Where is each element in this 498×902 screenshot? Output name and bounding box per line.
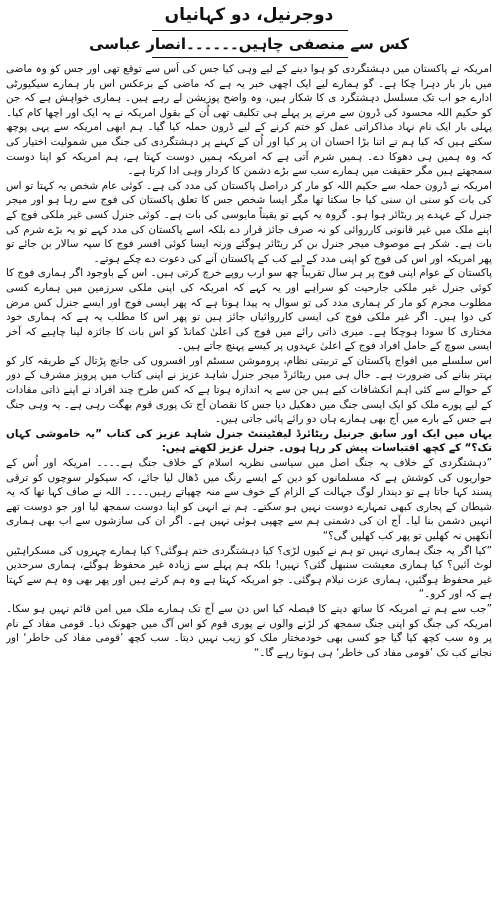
book-quote: ”کیا اگر یہ جنگ ہماری نہیں تو ہم نے کیوں لڑی؟ کیا دہشتگردی ختم ہوگئی؟ کیا ہمارے چہروں کی مسکراہٹیں لوٹ آئیں؟ کیا ہماری معیشت سنبھل گئی؟ نہیں! بلکہ ہم پہلے سے زیادہ غیر محفوظ ہوگئے، ہماری سرحدیں غیر محفوظ ہوگئیں، ہماری عزت نیلام ہوگئی۔ جو امریکہ کہتا ہے وہ ہم کرتے ہیں اور پھر بھی وہ ہم سے کہتا ہے کہ اور کرو۔“ <box>6 544 492 601</box>
quote-intro: یہاں میں ایک اور سابق جرنیل ریٹائرڈ لیفٹیننٹ جنرل شاہد عزیز کی کتاب ”یہ خاموشی کہاں تک؟“ کے کچھ اقتباسات پیش کر رہا ہوں۔ جنرل عزیز لکھتے ہیں: <box>6 427 492 455</box>
article-title: دوجرنیل، دو کہانیاں <box>164 5 334 25</box>
title-divider <box>152 30 348 31</box>
subtitle-divider <box>152 57 348 58</box>
article-subtitle: کس سے منصفی چاہیں۔۔۔۔۔۔انصار عباسی <box>89 35 409 53</box>
book-quote: ”جب سے ہم نے امریکہ کا ساتھ دینے کا فیصلہ کیا اس دن سے آج تک ہمارے ملک میں امن قائم نہیں ہو سکا۔ امریکہ کی جنگ کو اپنی جنگ سمجھ کر لڑنے والوں نے پوری قوم کو اس آگ میں جھونک دیا۔ قومی مفاد کے نام پر وہ سب کچھ کیا گیا جو کسی بھی خودمختار ملک کو زیب نہیں دیتا۔ سب کچھ ’قومی مفاد کی خاطر‘ اور نجانے کب تک ’قومی مفاد کی خاطر‘ ہی ہوتا رہے گا۔“ <box>6 602 492 659</box>
book-quote: ”دہشتگردی کے خلاف یہ جنگ اصل میں سیاسی نظریہ اسلام کے خلاف جنگ ہے۔۔۔۔ امریکہ اور اُس کے حواریوں کی کوشش ہے کہ مسلمانوں کو دین کے ایسے رنگ میں ڈھال لیا جائے، کہ سیکولر سوچوں کو ترقی پسند کہا جاتا ہے تو دیندار لوگ جہالت کے الزام کے خوف سے منہ چھپاتے رہیں۔۔۔۔ اللہ نے صاف کہا تھا کہ یہ شیطان کے پجاری کبھی تمہارے دوست نہیں ہو سکتے۔ ہم نے انہی کو اپنا دوست سمجھ لیا اور جو دوست تھے انہیں دشمن بنا لیا۔ آج ان کی دشمنی ہم سے چھپی ہوئی نہیں ہے۔ اگر ان کی سازشوں سے اب بھی ہماری آنکھیں نہ کھلیں تو پھر کب کھلیں گی؟“ <box>6 457 492 542</box>
paragraph: امریکہ نے ڈرون حملہ سے حکیم اللہ کو مار کر دراصل پاکستان کی مدد کی ہے۔ کوئی عام شخص یہ کہتا تو اس کی بات کو سنی ان سنی کیا جا سکتا تھا مگر ایسا شخص جس کا تعلق پاکستان کی فوج سے رہا ہو اور میجر جنرل کے عہدے پر ریٹائر ہوا ہو۔ گروہ یہ کہے تو یقیناً مایوسی کی بات ہے۔ کوئی جنرل کسی غیر ملکی فوج کے اپنے ملک میں غیر قانونی کارروائی کو نہ صرف جائز قرار دے بلکہ اسے پاکستان کی مدد کہے تو یہ بڑے شرم کی بات ہے۔ شکر ہے موصوف میجر جنرل بن کر ریٹائر ہوگئے ورنہ ایسا کوئی افسر فوج کا سپہ سالار بن جائے تو پھر امریکہ اور اس کی فوج کو اپنی مدد کے لیے کب کے پاکستان آنے کی دعوت دے چکے ہوتے۔ <box>6 179 492 265</box>
article-body <box>6 62 492 898</box>
paragraph: پاکستان کے عوام اپنی فوج پر ہر سال تقریباً چھ سو ارب روپے خرچ کرتی ہیں۔ اس کے باوجود اگر ہماری فوج کا کوئی جنرل غیر ملکی جارحیت کو سراہے اور یہ کہے کہ امریکہ کی اپنی ملکی سرزمین میں ہمارے کسی مطلوب مجرم کو مار کر ہماری مدد کی تو سوال یہ پیدا ہوتا ہے کہ پھر ایسی فوج اور ایسے جنرل کس مرض کی دوا ہیں۔ اگر غیر ملکی فوج کی ایسی کارروائیاں جائز ہیں تو پھر اس کا مطلب یہ ہے کہ ہماری خود مختاری کا سودا ہوچکا ہے۔ میری ذاتی رائے میں فوج کی اعلیٰ کمانڈ کو اس بات کا جائزہ لینا چاہیے کہ آخر ایسی سوچ کے حامل افراد فوج کے اعلیٰ عہدوں پر کیسے پہنچ جاتے ہیں۔ <box>6 267 492 353</box>
paragraph: اس سلسلے میں افواج پاکستان کے تربیتی نظام، پروموشن سسٹم اور افسروں کی جانچ پڑتال کے طریقہ کار کو بہتر بنانے کی ضرورت ہے۔ حال ہی میں ریٹائرڈ میجر جنرل شاہد عزیز نے اپنی کتاب میں پرویز مشرف کے دور کے حوالے سے کئی اہم انکشافات کیے ہیں جن سے یہ اندازہ ہوتا ہے کہ کس طرح چند افراد نے اپنے ذاتی مفادات کے لیے پورے ملک کو ایک ایسی جنگ میں دھکیل دیا جس کا نقصان آج تک پوری قوم بھگت رہی ہے۔ یہ وہی جنگ ہے جس کے بارے میں آج بھی ہمارے ہاں دو رائے پائی جاتی ہیں۔ <box>6 354 492 426</box>
paragraph: امریکہ نے پاکستان میں دہشتگردی کو ہوا دینے کے لیے وہی کیا جس کی اُس سے توقع تھی اور جس کو وہ ماضی میں بار بار دہرا چکا ہے۔ گو ہمارے لیے ایک اچھی خبر یہ ہے کہ ماضی کے برعکس اس بار ہمارے سیکیورٹی ادارے جو اب تک مسلسل دہشتگرد ی کا شکار ہیں، وہ واضح پوزیشن لے رہے ہیں۔ ہماری خواہش ہے کہ جن کو حکیم اللہ محسود کی ڈرون سے مرنے پر پہلے ہی تکلیف تھی اُن کے بقول امریکہ نے یہ ایک اور اچھا کام کیا۔ پہلی بار ایک نام نہاد مذاکراتی عمل کو ختم کرنے کے لیے ڈرون حملہ کیا گیا۔ ہم ابھی امریکہ سے یہی پوچھ سکتے ہیں کہ کیا ہم نے اتنا بڑا احسان ان پر کیا اور اُن کے کہنے پر دہشتگردی کی جنگ میں شمولیت اختیار کی کہ وہ ہمیں ہی دھوکا دے۔ ہمیں شرم آتی ہے کہ امریکہ ہمیں دوست کہتا ہے، ہم امریکہ کو اپنا دوست سمجھتے ہیں مگر حقیقت میں ہمارے سب سے بڑے دشمن کا کردار وہی ادا کرتا ہے۔ <box>6 63 492 178</box>
